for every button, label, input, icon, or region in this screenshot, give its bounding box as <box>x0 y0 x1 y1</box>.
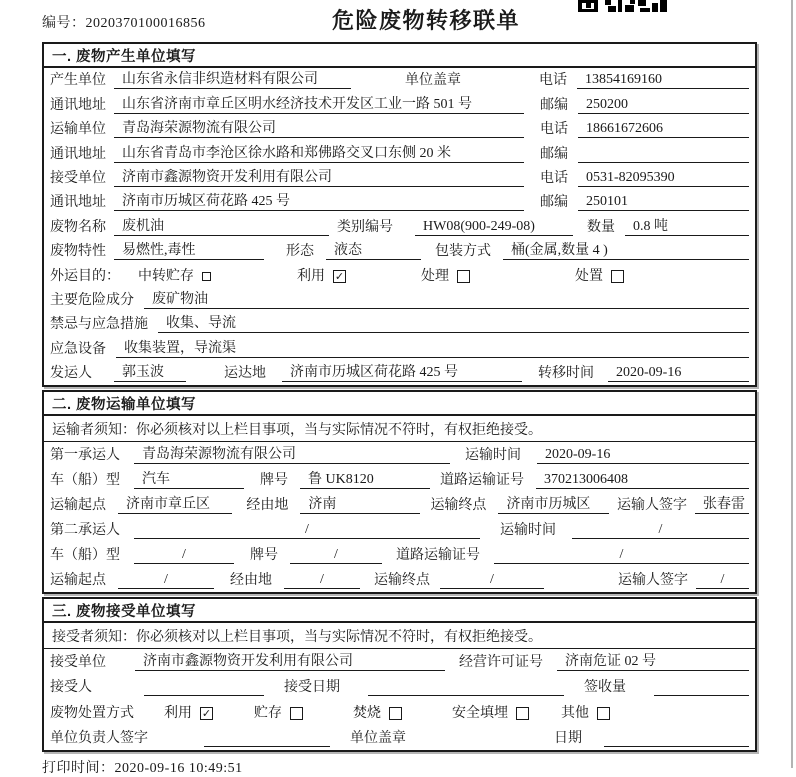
checkbox-option-recycle <box>297 268 346 285</box>
carrier-sign-label: 运输人签字 <box>618 573 688 589</box>
form-body <box>42 42 757 777</box>
plate-value: 鲁 UK8120 <box>300 471 430 489</box>
form-label: 形态 <box>286 244 314 260</box>
transporter-value: 青岛海荣源物流有限公司 <box>114 120 524 138</box>
recipient-value <box>144 679 264 696</box>
checkbox-option-transfer-storage <box>138 268 211 285</box>
producer-zip-value: 250200 <box>578 96 749 114</box>
quantity-value: 0.8 吨 <box>625 218 749 236</box>
second-carrier-label: 第二承运人 <box>50 523 120 539</box>
transport-time-value: 2020-09-16 <box>537 446 749 464</box>
print-time-value: 2020-09-16 10:49:51 <box>114 760 243 776</box>
origin-value: 济南市章丘区 <box>118 496 232 514</box>
producer-address-value: 山东省济南市章丘区明水经济技术开发区工业一路 501 号 <box>114 96 524 114</box>
receiver-label: 接受单位 <box>50 170 106 186</box>
via-label: 经由地 <box>230 573 272 589</box>
doc-number-value: 2020370100016856 <box>85 16 206 31</box>
transporter-phone-value: 18661672606 <box>578 120 749 138</box>
checkbox-icon <box>389 707 402 720</box>
origin-label: 运输起点 <box>50 573 106 589</box>
checkbox-label: 其他 <box>561 705 589 721</box>
row-waste-character <box>44 239 755 263</box>
road-license-label: 道路运输证号 <box>440 473 524 489</box>
transporter-address-value: 山东省青岛市李沧区徐水路和郑佛路交叉口东侧 20 米 <box>114 145 524 163</box>
row-producer <box>44 68 755 92</box>
section-transport-title: 二. 废物运输单位填写 <box>44 392 755 416</box>
section-producer <box>42 42 757 387</box>
row-hazard <box>44 288 755 312</box>
road-license-label: 道路运输证号 <box>396 548 480 564</box>
page-edge-line <box>791 0 793 768</box>
checkbox-icon <box>202 272 211 281</box>
row-equipment <box>44 336 755 360</box>
waste-name-value: 废机油 <box>114 218 329 236</box>
transport-time-2-value: / <box>572 521 749 539</box>
hazard-value: 废矿物油 <box>144 291 749 309</box>
zip-label: 邮编 <box>540 195 568 211</box>
taboo-label: 禁忌与应急措施 <box>50 317 148 333</box>
waste-name-label: 废物名称 <box>50 219 106 235</box>
address-label: 通讯地址 <box>50 146 106 162</box>
carrier-sign-value: 张春雷 <box>695 496 749 514</box>
row-receiver <box>44 166 755 190</box>
section-receiver <box>42 597 757 752</box>
row-producer-address <box>44 92 755 116</box>
checkbox-icon <box>516 707 529 720</box>
checkbox-option-other <box>561 705 610 722</box>
permit-value: 济南危证 02 号 <box>557 653 749 671</box>
row-route-1 <box>44 492 755 517</box>
checkbox-icon <box>611 270 624 283</box>
zip-label: 邮编 <box>540 97 568 113</box>
checkbox-label: 利用 <box>164 705 192 721</box>
equipment-value: 收集装置，导流渠 <box>116 340 749 358</box>
carrier-sign-label: 运输人签字 <box>617 498 688 514</box>
first-carrier-value: 青岛海荣源物流有限公司 <box>134 446 450 464</box>
receiver-zip-value: 250101 <box>578 193 749 211</box>
row-recipient <box>44 674 755 699</box>
via-label: 经由地 <box>246 498 289 514</box>
checkbox-icon <box>597 707 610 720</box>
receive-date-label: 接受日期 <box>284 680 340 696</box>
row-waste-name <box>44 214 755 238</box>
receive-date-value <box>368 679 564 696</box>
carrier-sign-2-value: / <box>696 571 749 589</box>
endpoint-label: 运输终点 <box>430 498 487 514</box>
checkbox-label: 中转贮存 <box>138 268 194 284</box>
via-2-value: / <box>284 571 360 589</box>
vehicle-type-label: 车（船）型 <box>50 548 120 564</box>
category-label: 类别编号 <box>337 219 393 235</box>
transfer-time-value: 2020-09-16 <box>608 364 749 382</box>
print-time <box>42 757 757 777</box>
checkbox-option-landfill <box>452 705 529 722</box>
producer-value: 山东省永信非织造材料有限公司 <box>114 71 351 89</box>
section-producer-title: 一. 废物产生单位填写 <box>44 44 755 68</box>
receiver-value: 济南市鑫源物资开发利用有限公司 <box>114 169 524 187</box>
permit-label: 经营许可证号 <box>459 655 543 671</box>
phone-label: 电话 <box>540 170 568 186</box>
date-value <box>604 730 749 747</box>
receiver-phone-value: 0531-82095390 <box>578 169 749 187</box>
responsible-sign-label: 单位负责人签字 <box>50 730 148 746</box>
checkbox-label: 处置 <box>575 268 603 284</box>
address-label: 通讯地址 <box>50 97 106 113</box>
packing-label: 包装方式 <box>435 244 491 260</box>
receiving-unit-value: 济南市鑫源物资开发利用有限公司 <box>135 653 445 671</box>
unit-seal-label: 单位盖章 <box>405 73 461 89</box>
receiving-unit-label: 接受单位 <box>50 655 106 671</box>
disposal-label: 废物处置方式 <box>50 705 134 721</box>
form-value: 液态 <box>326 242 421 260</box>
packing-value: 桶(金属,数量 4 ) <box>503 242 749 260</box>
plate-2-value: / <box>290 546 382 564</box>
section-transport <box>42 390 757 594</box>
row-taboo <box>44 312 755 336</box>
qr-code-fragment <box>578 0 668 12</box>
equipment-label: 应急设备 <box>50 341 106 357</box>
phone-label: 电话 <box>540 122 568 138</box>
checkbox-label: 安全填埋 <box>452 705 508 721</box>
row-disposal <box>44 699 755 724</box>
endpoint-value: 济南市历城区 <box>498 496 609 514</box>
via-value: 济南 <box>300 496 420 514</box>
destination-value: 济南市历城区荷花路 425 号 <box>282 364 522 382</box>
purpose-label: 外运目的： <box>50 268 120 284</box>
row-purpose <box>44 263 755 287</box>
checkbox-icon-checked: ✓ <box>334 269 345 283</box>
checkbox-icon-checked: ✓ <box>201 706 212 720</box>
received-qty-value <box>654 679 749 696</box>
row-responsible-sign <box>44 725 755 750</box>
row-first-carrier <box>44 442 755 467</box>
checkbox-label: 焚烧 <box>353 705 381 721</box>
endpoint-label: 运输终点 <box>374 573 430 589</box>
row-vehicle-2 <box>44 542 755 567</box>
receiver-address-value: 济南市历城区荷花路 425 号 <box>114 193 524 211</box>
address-label: 通讯地址 <box>50 195 106 211</box>
character-value: 易燃性,毒性 <box>114 242 264 260</box>
print-time-label: 打印时间： <box>42 760 115 776</box>
producer-label: 产生单位 <box>50 73 106 89</box>
producer-phone-value: 13854169160 <box>577 71 749 89</box>
checkbox-option-dispose <box>575 268 624 285</box>
consignor-label: 发运人 <box>50 366 92 382</box>
row-transporter <box>44 117 755 141</box>
unit-seal-label: 单位盖章 <box>350 730 406 746</box>
origin-2-value: / <box>118 571 214 589</box>
first-carrier-label: 第一承运人 <box>50 448 120 464</box>
date-label: 日期 <box>554 730 582 746</box>
taboo-value: 收集、导流 <box>158 315 749 333</box>
responsible-sign-value <box>204 730 330 747</box>
section-receiver-title: 三. 废物接受单位填写 <box>44 599 755 623</box>
checkbox-icon <box>457 270 470 283</box>
vehicle-type-value: 汽车 <box>134 471 244 489</box>
row-second-carrier <box>44 517 755 542</box>
vehicle-type-2-value: / <box>134 546 234 564</box>
checkbox-label: 处理 <box>421 268 449 284</box>
road-license-2-value: / <box>494 546 749 564</box>
plate-label: 牌号 <box>260 473 288 489</box>
phone-label: 电话 <box>539 73 567 89</box>
transport-time-label: 运输时间 <box>500 523 556 539</box>
row-transporter-address <box>44 141 755 165</box>
row-consignor <box>44 361 755 385</box>
endpoint-2-value: / <box>440 571 544 589</box>
row-route-2 <box>44 567 755 592</box>
vehicle-type-label: 车（船）型 <box>50 473 120 489</box>
checkbox-label: 贮存 <box>254 705 282 721</box>
page-title: 危险废物转移联单 <box>332 8 521 33</box>
zip-label: 邮编 <box>540 146 568 162</box>
consignor-value: 郭玉波 <box>114 364 186 382</box>
category-value: HW08(900-249-08) <box>415 218 573 236</box>
second-carrier-value: / <box>134 521 480 539</box>
checkbox-label: 利用 <box>297 268 325 284</box>
transporter-zip-value <box>578 146 749 163</box>
received-qty-label: 签收量 <box>584 680 626 696</box>
road-license-value: 370213006408 <box>536 471 749 489</box>
row-receiving-unit <box>44 649 755 674</box>
checkbox-icon <box>290 707 303 720</box>
quantity-label: 数量 <box>587 219 615 235</box>
row-receiver-address <box>44 190 755 214</box>
transporter-label: 运输单位 <box>50 122 106 138</box>
checkbox-option-storage <box>254 705 303 722</box>
transfer-time-label: 转移时间 <box>538 366 594 382</box>
recipient-label: 接受人 <box>50 680 92 696</box>
row-vehicle-1 <box>44 467 755 492</box>
checkbox-option-incinerate <box>353 705 402 722</box>
receiver-notice: 接受者须知：你必须核对以上栏目事项，当与实际情况不符时，有权拒绝接受。 <box>44 623 755 649</box>
origin-label: 运输起点 <box>50 498 106 514</box>
checkbox-option-recycle <box>164 705 213 722</box>
destination-label: 运达地 <box>224 366 266 382</box>
doc-number-label: 编号： <box>42 16 86 31</box>
plate-label: 牌号 <box>250 548 278 564</box>
hazard-label: 主要危险成分 <box>50 292 134 308</box>
transport-notice: 运输者须知：你必须核对以上栏目事项，当与实际情况不符时，有权拒绝接受。 <box>44 416 755 442</box>
transport-time-label: 运输时间 <box>465 448 521 464</box>
character-label: 废物特性 <box>50 244 106 260</box>
checkbox-option-treat <box>421 268 470 285</box>
doc-number <box>42 12 206 32</box>
